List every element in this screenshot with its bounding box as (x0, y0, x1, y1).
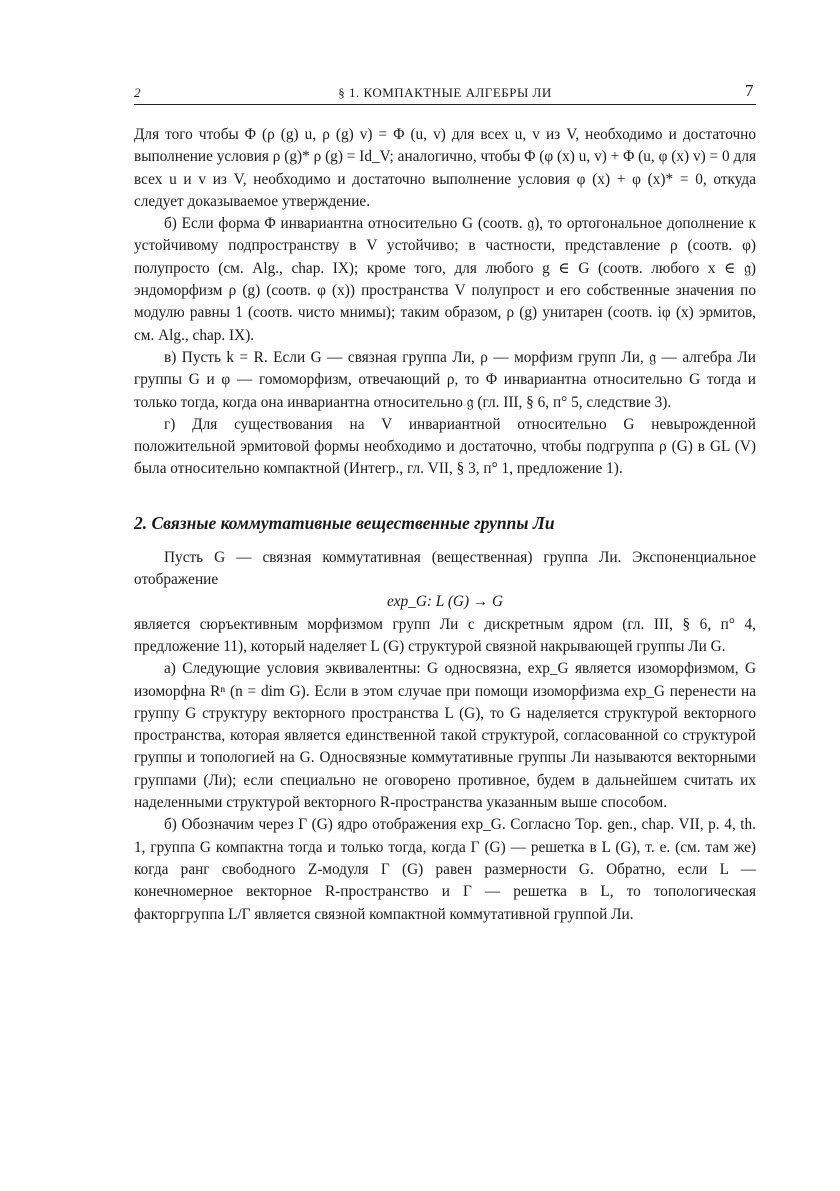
paragraph-proof-end: Для того чтобы Φ (ρ (g) u, ρ (g) v) = Φ (u, v) для всех u, v из V, необходимо и достаточно выполнение условия ρ (g)* ρ (g) = Id_V; аналогично, чтобы Φ (φ (x) u, v) + Φ (u, φ (x) v) = 0 для всех u и v из V, необходимо и достаточно выполнение условия φ (x) + φ (x)* = 0, откуда следует доказываемое утверждение. (134, 126, 756, 210)
section-heading: 2. Связные коммутативные вещественные группы Ли (134, 512, 555, 533)
exp-formula: exp_G: L (G) → G (386, 593, 504, 611)
paragraph-item-g: г) Для существования на V инвариантной относительно G невырожденной положительной эрмитовой формы необходимо и достаточно, чтобы подгруппа ρ (G) в GL (V) была относительно компактной (Интегр., гл. VII, § 3, п° 1, предложение 1). (134, 415, 756, 478)
paragraph-section-item-a: а) Следующие условия эквивалентны: G односвязна, exp_G является изоморфизмом, G изоморфна Rⁿ (n = dim G). Если в этом случае при помощи изоморфизма exp_G перенести на группу G структуру векторного пространства L (G), то G наделяется структурой векторного пространства, которая является единственной такой структурой, согласованной со структурой группы и топологией на G. Односвязные коммутативные группы Ли называются векторными группами (Ли); если специально не оговорено противное, будем в дальнейшем считать их наделенными структурой векторного R-пространства указанным выше способом. (134, 660, 756, 812)
paragraph-section-item-b: б) Обозначим через Γ (G) ядро отображения exp_G. Согласно Top. gen., chap. VII, p. 4, th. 1, группа G компактна тогда и только тогда, когда Γ (G) — решетка в L (G), т. е. (см. там же) когда ранг свободного Z-модуля Γ (G) равен размерности G. Обратно, если L — конечномерное векторное R-пространство и Γ — решетка в L, то топологическая факторгруппа L/Γ является связной компактной коммутативной группой Ли. (134, 816, 756, 923)
header-section-title: § 1. КОМПАКТНЫЕ АЛГЕБРЫ ЛИ (338, 85, 552, 100)
paragraph-after-formula: является сюръективным морфизмом групп Ли с дискретным ядром (гл. III, § 6, п° 4, предложение 11), который наделяет L (G) структурой связной накрывающей группы Ли G. (134, 615, 756, 655)
running-header (134, 82, 756, 105)
section-intro: Пусть G — связная коммутативная (вещественная) группа Ли. Экспоненциальное отображение (134, 548, 756, 589)
page-body (134, 124, 756, 926)
page-number: 7 (745, 81, 754, 100)
paragraph-item-v: в) Пусть k = R. Если G — связная группа Ли, ρ — морфизм групп Ли, 𝔤 — алгебра Ли группы G и φ — гомоморфизм, отвечающий ρ, то Φ инвариантна относительно G тогда и только тогда, когда она инвариантна относительно 𝔤 (гл. III, § 6, п° 5, следствие 3). (134, 348, 756, 411)
header-left-number: 2 (134, 85, 141, 100)
paragraph-item-b: б) Если форма Φ инвариантна относительно G (соотв. 𝔤), то ортогональное дополнение к устойчивому подпространству в V устойчиво; в частности, представление ρ (соотв. φ) полупросто (см. Alg., chap. IX); кроме того, для любого g ∈ G (соотв. любого x ∈ 𝔤) эндоморфизм ρ (g) (соотв. φ (x)) пространства V полупрост и его собственные значения по модулю равны 1 (соотв. чисто мнимы); таким образом, ρ (g) унитарен (соотв. iφ (x) эрмитов, см. Alg., chap. IX). (134, 215, 756, 344)
